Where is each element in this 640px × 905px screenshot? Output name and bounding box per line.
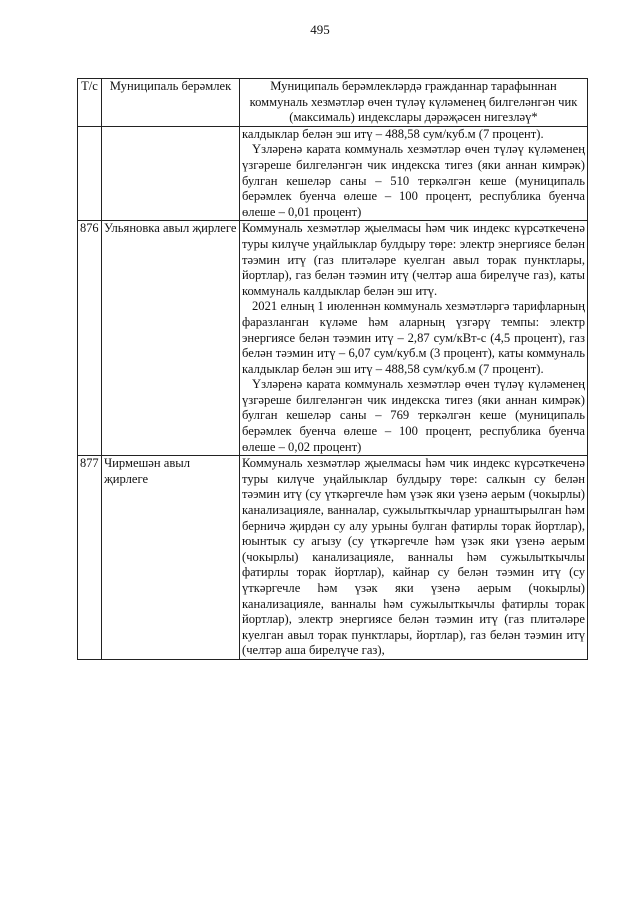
row-paragraph: Үзләренә карата коммуналь хезмәтләр өчен түләү күләменең үзгәреше билгеләнгән чик индекска тигез (яки аннан кимрәк) булган кешеләр саны – 769 теркәлгән кеше (муниципаль берәмлек буенча өлеше – 100 процент, республика буенча өлеше – 0,02 процент)	[242, 377, 585, 454]
table-header-row	[78, 79, 588, 127]
row-text	[240, 126, 588, 221]
row-paragraph: Коммуналь хезмәтләр җыелмасы һәм чик индекс күрсәткеченә туры килүче уңайлыклар булдыру төре: салкын су белән тәэмин итү (су үткәргечле һәм үзәк яки үзенә аерым (чокырлы) канализацияле, ванналар, сужылыткычлар урнаштырылган һәм берничә җирдән су алу урыны булган фатирлы торак йортлар), юынтык су агызу (су үткәргечле һәм үзәк яки үзенә аерым (чокырлы) канализацияле, ванналы һәм сужылыткычлы фатирлы торак йортлар), кайнар су белән тәэмин итү (су үткәргечле һәм үзәк яки үзенә аерым (чокырлы) канализацияле, ванналы һәм сужылыткычлы фатирлы торак йортлар), электр энергиясе белән тәэмин итү (газ плитәләре куелган авыл торак пунктлары, йортлар), газ белән тәэмин итү (челтәр аша бирелүче газ),	[242, 456, 585, 658]
page-number: 495	[310, 22, 330, 37]
row-municipality	[102, 126, 240, 221]
row-text	[240, 221, 588, 456]
municipal-tariff-table	[77, 78, 588, 660]
table-row	[78, 221, 588, 456]
row-paragraph: 2021 елның 1 июленнән коммуналь хезмәтләргә тарифларның фаразланган күләме һәм аларның үзгәрү темпы: электр энергиясе белән тәэмин итү – 2,87 сум/кВт-с (4,5 процент), газ белән тәэмин итү – 6,07 сум/куб.м (3 процент), каты коммуналь калдыклар белән эш итү – 488,58 сум/куб.м (7 процент).	[242, 299, 585, 376]
header-number: Т/с	[78, 79, 102, 127]
row-paragraph: Коммуналь хезмәтләр җыелмасы һәм чик индекс күрсәткеченә туры килүче уңайлыклар булдыру төре: электр энергиясе белән тәэмин итү (газ плитәләре куелган авыл торак пунктлары, йортлар), газ белән тәэмин итү (челтәр аша бирелүче газ), каты коммуналь калдыклар белән эш итү.	[242, 221, 585, 298]
row-paragraph: Үзләренә карата коммуналь хезмәтләр өчен түләү күләменең үзгәреше билгеләнгән чик индекска тигез (яки аннан кимрәк) булган кешеләр саны – 510 теркәлгән кеше (муниципаль берәмлек буенча өлеше – 100 процент, республика буенча өлеше – 0,01 процент)	[242, 142, 585, 219]
row-number: 877	[78, 456, 102, 660]
table-row	[78, 126, 588, 221]
row-municipality: Ульяновка авыл җирлеге	[102, 221, 240, 456]
header-justification: Муниципаль берәмлекләрдә гражданнар тарафыннан коммуналь хезмәтләр өчен түләү күләменең билгеләнгән чик (максималь) индекслары дәрәҗәсен нигезләү*	[240, 79, 588, 127]
row-number	[78, 126, 102, 221]
row-text	[240, 456, 588, 660]
row-municipality: Чирмешән авыл җирлеге	[102, 456, 240, 660]
header-municipality: Муниципаль берәмлек	[102, 79, 240, 127]
table-row	[78, 456, 588, 660]
row-number: 876	[78, 221, 102, 456]
row-paragraph: калдыклар белән эш итү – 488,58 сум/куб.м (7 процент).	[242, 126, 544, 141]
